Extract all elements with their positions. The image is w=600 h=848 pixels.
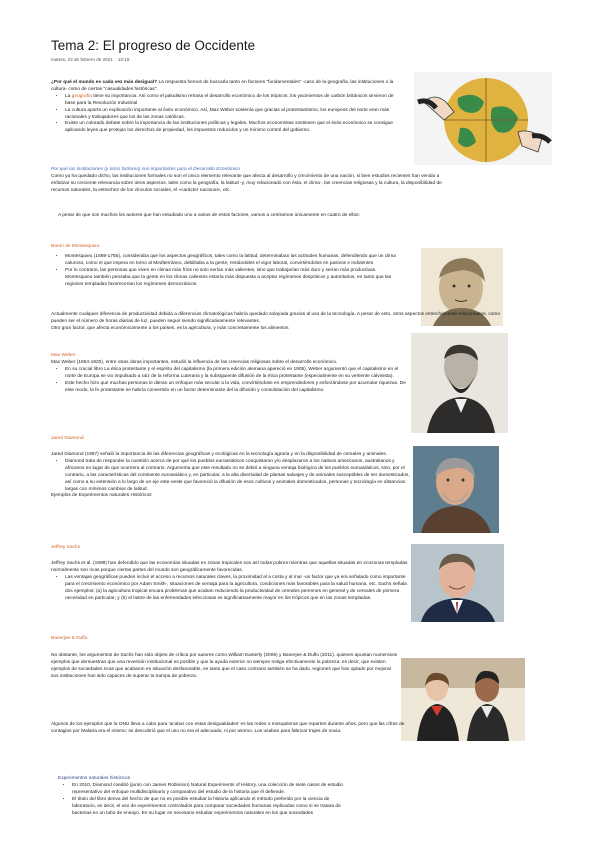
diamond-section [51,436,521,443]
list-item: • En su crucial libro La ética protestante y el espíritu del capitalismo (la primera edición alemana apareció en 1905), Weber argumentó que el capitalismo en el norte de Europa se vio impulsado a raíz de la reforma Luterana y la subsiguiente difusión de la ética protestante (especialmente en su vertiente calvinista). [65,367,406,381]
weber-section [51,353,406,394]
banerjee-duflo-photo [401,658,525,741]
montesquieu-bullets [51,254,396,289]
institutions-body: Como ya ha quedado dicho, las instituciones formales no son el único elemento relevante que afecta al desarrollo y crecimiento de una nación, si bien estudios recientes han venido a enfatizar su creciente relevancia sobre otros aspectos, tales como la geografía, la latitud -y, muy relacionado con ésta, el clima-, las creencias religiosas y la cultura, la disponibilidad de recursos naturales, la estrechez de los vínculos sociales, el «carácter nacional», etc. [51,173,442,193]
experiments-bullets [58,783,348,818]
weber-portrait [411,333,508,433]
list-item: • Por lo contrario, las personas que viven en climas más fríos no solo serían más valientes, sino que trabajarían más duro y serían más productivas. Montesquieu también pensaba que la gente en los climas calientes estaría más dispuesta a aceptar regímenes despóticos y autoritarios, en tanto que las regiones templadas favorecerían los regímenes democráticos. [65,268,396,289]
sachs-portrait [411,544,504,622]
experiments-heading: Experimentos naturales históricos [58,776,130,781]
list-item: • Las ventajas geográficas pueden incluir el acceso a recursos naturales claves, la proximidad al a costa y al mar -un factor que ya era señalado como importante para el crecimiento económico por Adam Smith-, situaciones de ventaja para la agricultura, condiciones más favorables para la salud humana, etc. Sachs señala dos ejemplos: (a) la agricultura tropical encara problemas que acaban reduciendo la productividad de cereales perennes en general y de cereales de primera necesidad en particular; y (b) el lastre de las enfermedades infecciosas es significativamente mayor en los trópicos que en las zonas templadas. [65,575,411,603]
banerjee-body2-wrap [51,722,411,736]
banerjee-body: No obstante, los argumentos de Sachs han sido objeto de crítica por autores como William Easterly (2006) y Banerjee & Duflo (2011), quienes apuntan numerosos ejemplos que demuestran que una reversión institucional es posible y que la ayuda exterior no siempre mitiga efectivamente la pobreza: es decir, que existen ejemplos de sociedades ricas que acabaron en situación desfavorable, en tanto que el caso contrario también se ha dado, regiones que han optado por mejorar sus instituciones han sido capaces de superar la trampa de pobreza. [51,653,398,679]
intro-question: ¿Por qué el mundo es cada vez más desigual? [51,80,158,85]
page-date [51,57,129,62]
list-item: • Montesquieu (1689-1755), consideraba que los aspectos geográficos, tales como la latitud, determinaban las actitudes humanas, defendiendo que un clima caluroso, como el que impera en torno al Mediterráneo, debilitaba a la gente, restándoles el vigor laboral, convirtiéndolos en pasivos e indolentes [65,254,396,268]
weber-heading[interactable]: Max Weber [51,353,76,358]
banerjee-heading-wrap [51,636,521,643]
diamond-bullets [51,459,411,494]
list-item: • Diamond trata de responder la cuestión acerca de por qué los pueblos euroasiáticos conquistaron y/o desplazaron a los nativos americanos, australianos y africanos en lugar de que ocurriera al contrario. Argumenta que este resultado no se debió a ninguna ventaja biológica de los pueblos euroasiáticos, sino, por el contrario, a las características del continente euroasiático y, en particular, a la alta diversidad de plantas salvajes y de animales susceptibles de ser domesticados, así como a su extensión a lo largo de un eje este-oeste que favoreció la difusión de esos cultivos y animales domesticados, personas y tecnología en distancias largas con mínimos cambios de latitud. [65,459,411,494]
bullet-pre: La [65,93,72,99]
montesquieu-summary2-text: Otro gran factor, que afecta económicamente a los países, es la agricultura, y más concretamente los alimentos [51,325,289,331]
intro-paragraph [51,80,401,94]
sachs-bullets [51,575,411,603]
diamond-heading[interactable]: Jared Diamond [51,436,84,441]
institutions-heading: Por qué las instituciones (y otros factores) son importantes para el Desarrollo Económico [51,167,241,172]
list-item: • Existe un colorado debate sobre la importancia de las instituciones políticas y legales. Muchos economistas sostienen que el éxito económico se consigue aplicando leyes que protejan los derechos de propiedad, los impuestos reducidos y un mínimo control del gobierno. [65,121,401,135]
montesquieu-section [51,244,396,288]
list-item: • El título del libro deriva del hecho de que no es posible estudiar la historia aplicando el método preferido por la ciencia de laboratorio, es decir, el uso de experimentos controlados para comparar sociedades humanas replicadas como si se tratara de bacterias en un tubo de ensayo. En su lugar es necesario estudiar experimentos naturales en los que sociedades [72,797,348,818]
weber-bullets [51,367,406,395]
institutions-section [51,167,446,195]
intro-section [51,80,401,135]
institutions-para2 [58,213,388,220]
diamond-portrait [413,446,499,533]
montesquieu-summary-text: Actualmente cualquier diferencia de productividad debida a diferencias climatológicas habría quedado solayada gracias al uso de la tecnología. A pesar de esto, otros aspectos estrechamente relacionados, como pueden ser el número de horas diarias de luz, pueden seguir siendo significativamente relevantes. [51,312,501,324]
list-item: • Este hecho hizo que muchas personas le dieran un enfoque más secular a la vida, convirtiéndose en emprendedores y esforzándose por acumular riquezas. De este modo, la fe protestante se habría convertido en un factor determinante del la difusión y consolidación del capitalismo. [65,381,406,395]
sachs-intro: Jeffrey Sachs et al. (1999) han defendido que las economías situadas en zonas tropicales son así todas pobres mientras que aquellas situadas en ecozonas templadas normalmente son ricas porque ciertas partes del mundo son geográficamente favorecidas. [51,561,408,573]
page-title: Tema 2: El progreso de Occidente [51,38,256,53]
bullet-post: tiene su importancia. Así como el paludismo retrasa el desarrollo económico de los trópicos, los yacimientos de carbón británicos sirvieron de base para la Revolución Industrial [65,93,394,106]
bullet-highlight: geografía [71,93,92,99]
sachs-heading[interactable]: Jeffrey Sachs [51,545,80,550]
time-text: 10:15 [117,57,130,62]
intro-question-rest: La respuesta hemos de buscarla tanto en factores "fundamentales" -caso de la geografía, las instituciones o la cultura- como de ciertas "casualidades históricas". [51,80,394,92]
intro-bullets [51,94,401,135]
banerjee-section [51,653,399,681]
montesquieu-summary [51,312,511,333]
date-text: martes, 23 de febrero de 2021 [51,57,113,62]
diamond-extra: Ejemplos de Experimentos naturales Históricos [51,493,152,499]
diamond-body [51,452,411,500]
globe-puzzle-image [414,72,552,165]
banerjee-heading[interactable]: Banerjee & Duflo [51,636,88,641]
list-item: • La cultura aporta un explicación importante al éxito económico. Así, Max Weber sostenía que gracias al protestantismo, los europeos del norte eran más racionales y trabajadores que los de las zonas católicas. [65,108,401,122]
banerjee-body2: Algunos de los ejemplos que la ONU lleva a cabo para 'acabar con estas desigualdades' es las redes o mosquiteras que reparten durante años, pero que las cifras de contagios por Malaria era el mismo; se descubrió que el uso no era el adecuado, ni por asomo. Los usaban para fabricar trajes de novia. [51,722,405,734]
experiments-section [58,776,348,817]
list-item: • En 2010, Diamond coeditó (junto con James Robinson) Natural Experiments of History, una colección de siete casos de estudio representativo del enfoque multidisciplinario y comparativo del estudio de la historia que él defiende. [72,783,348,797]
diamond-intro: Jared Diamond (1997) señaló la importancia de las diferencias geográficas y ecológicas en la tecnología agraria y en la disponibilidad de cereales y animales. [51,452,387,457]
montesquieu-heading[interactable]: Baron de Montesquieu [51,244,100,249]
weber-intro: Max Weber (1864-1920), entre otras obras importantes, estudió la influencia de las creencias religiosas sobre el desarrollo económico. [51,359,338,365]
sachs-section [51,561,411,602]
list-item [65,94,401,108]
institutions-para2-text: A pesar de que son muchos los autores que han estudiado uno a varios de estos factores, vamos a centrarnos únicamente en cuatro de ellos: [58,213,360,218]
